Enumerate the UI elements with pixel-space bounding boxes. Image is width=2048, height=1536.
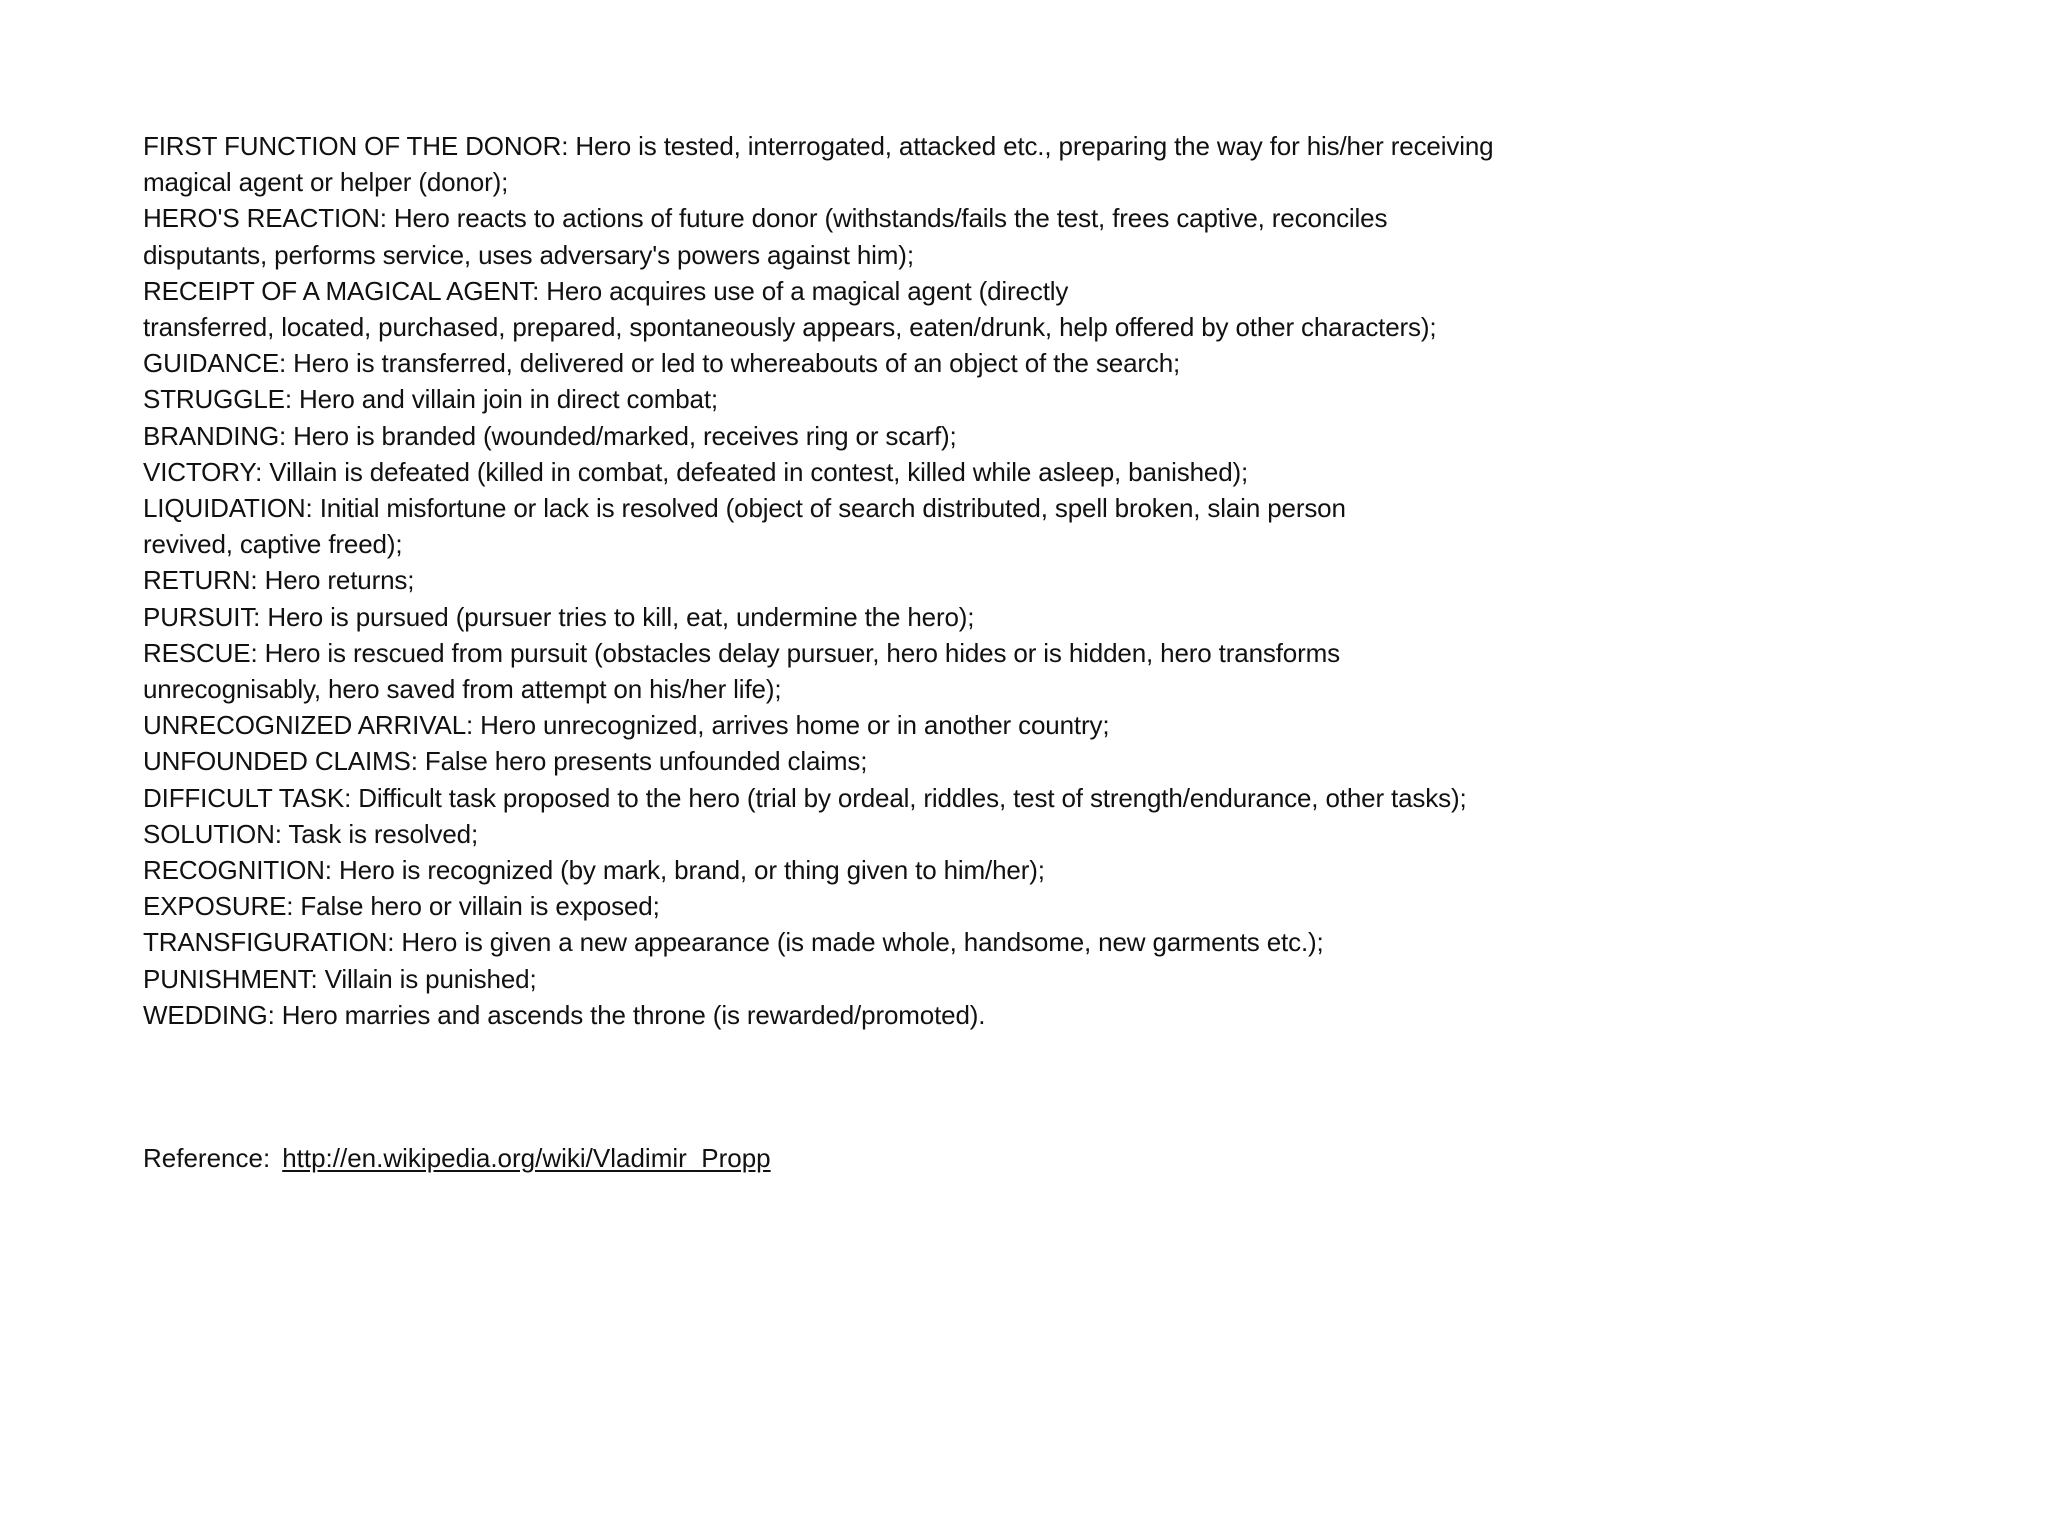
text-line: UNRECOGNIZED ARRIVAL: Hero unrecognized, arrives home or in another country; — [143, 710, 1110, 741]
text-line: PUNISHMENT: Villain is punished; — [143, 963, 537, 994]
reference-line — [143, 1140, 771, 1176]
document-body — [143, 128, 2003, 1033]
text-line: BRANDING: Hero is branded (wounded/marked, receives ring or scarf); — [143, 420, 957, 451]
text-line: RECEIPT OF A MAGICAL AGENT: Hero acquires use of a magical agent (directly — [143, 275, 1069, 306]
text-line: VICTORY: Villain is defeated (killed in combat, defeated in contest, killed while asleep, banished); — [143, 456, 1249, 487]
text-line: FIRST FUNCTION OF THE DONOR: Hero is tested, interrogated, attacked etc., preparing the way for his/her receiving — [143, 131, 1494, 161]
text-line: STRUGGLE: Hero and villain join in direct combat; — [143, 384, 718, 415]
text-line: unrecognisably, hero saved from attempt on his/her life); — [143, 674, 782, 705]
text-line: WEDDING: Hero marries and ascends the throne (is rewarded/promoted). — [143, 999, 986, 1030]
reference-link[interactable]: http://en.wikipedia.org/wiki/Vladimir_Propp — [282, 1143, 771, 1173]
text-line: GUIDANCE: Hero is transferred, delivered or led to whereabouts of an object of the search; — [143, 348, 1181, 379]
text-line: RETURN: Hero returns; — [143, 565, 415, 596]
text-line: revived, captive freed); — [143, 529, 403, 560]
reference-label: Reference: — [143, 1143, 271, 1173]
text-line: magical agent or helper (donor); — [143, 167, 509, 198]
text-line: RECOGNITION: Hero is recognized (by mark, brand, or thing given to him/her); — [143, 855, 1045, 886]
text-line: HERO'S REACTION: Hero reacts to actions of future donor (withstands/fails the test, frees captive, reconciles — [143, 203, 1388, 234]
text-line: DIFFICULT TASK: Difficult task proposed to the hero (trial by ordeal, riddles, test of strength/endurance, other tasks); — [143, 782, 1467, 813]
text-line: transferred, located, purchased, prepared, spontaneously appears, eaten/drunk, help offered by other characters); — [143, 312, 1437, 343]
function-list — [143, 128, 2003, 1033]
text-line: UNFOUNDED CLAIMS: False hero presents unfounded claims; — [143, 746, 868, 777]
text-line: RESCUE: Hero is rescued from pursuit (obstacles delay pursuer, hero hides or is hidden, hero transforms — [143, 637, 1340, 668]
text-line: TRANSFIGURATION: Hero is given a new appearance (is made whole, handsome, new garments etc.); — [143, 927, 1324, 958]
text-line: disputants, performs service, uses adversary's powers against him); — [143, 239, 914, 270]
text-line: PURSUIT: Hero is pursued (pursuer tries to kill, eat, undermine the hero); — [143, 601, 975, 632]
text-line: EXPOSURE: False hero or villain is exposed; — [143, 891, 660, 922]
text-line: LIQUIDATION: Initial misfortune or lack is resolved (object of search distributed, spell broken, slain person — [143, 493, 1346, 524]
text-line: SOLUTION: Task is resolved; — [143, 818, 479, 849]
